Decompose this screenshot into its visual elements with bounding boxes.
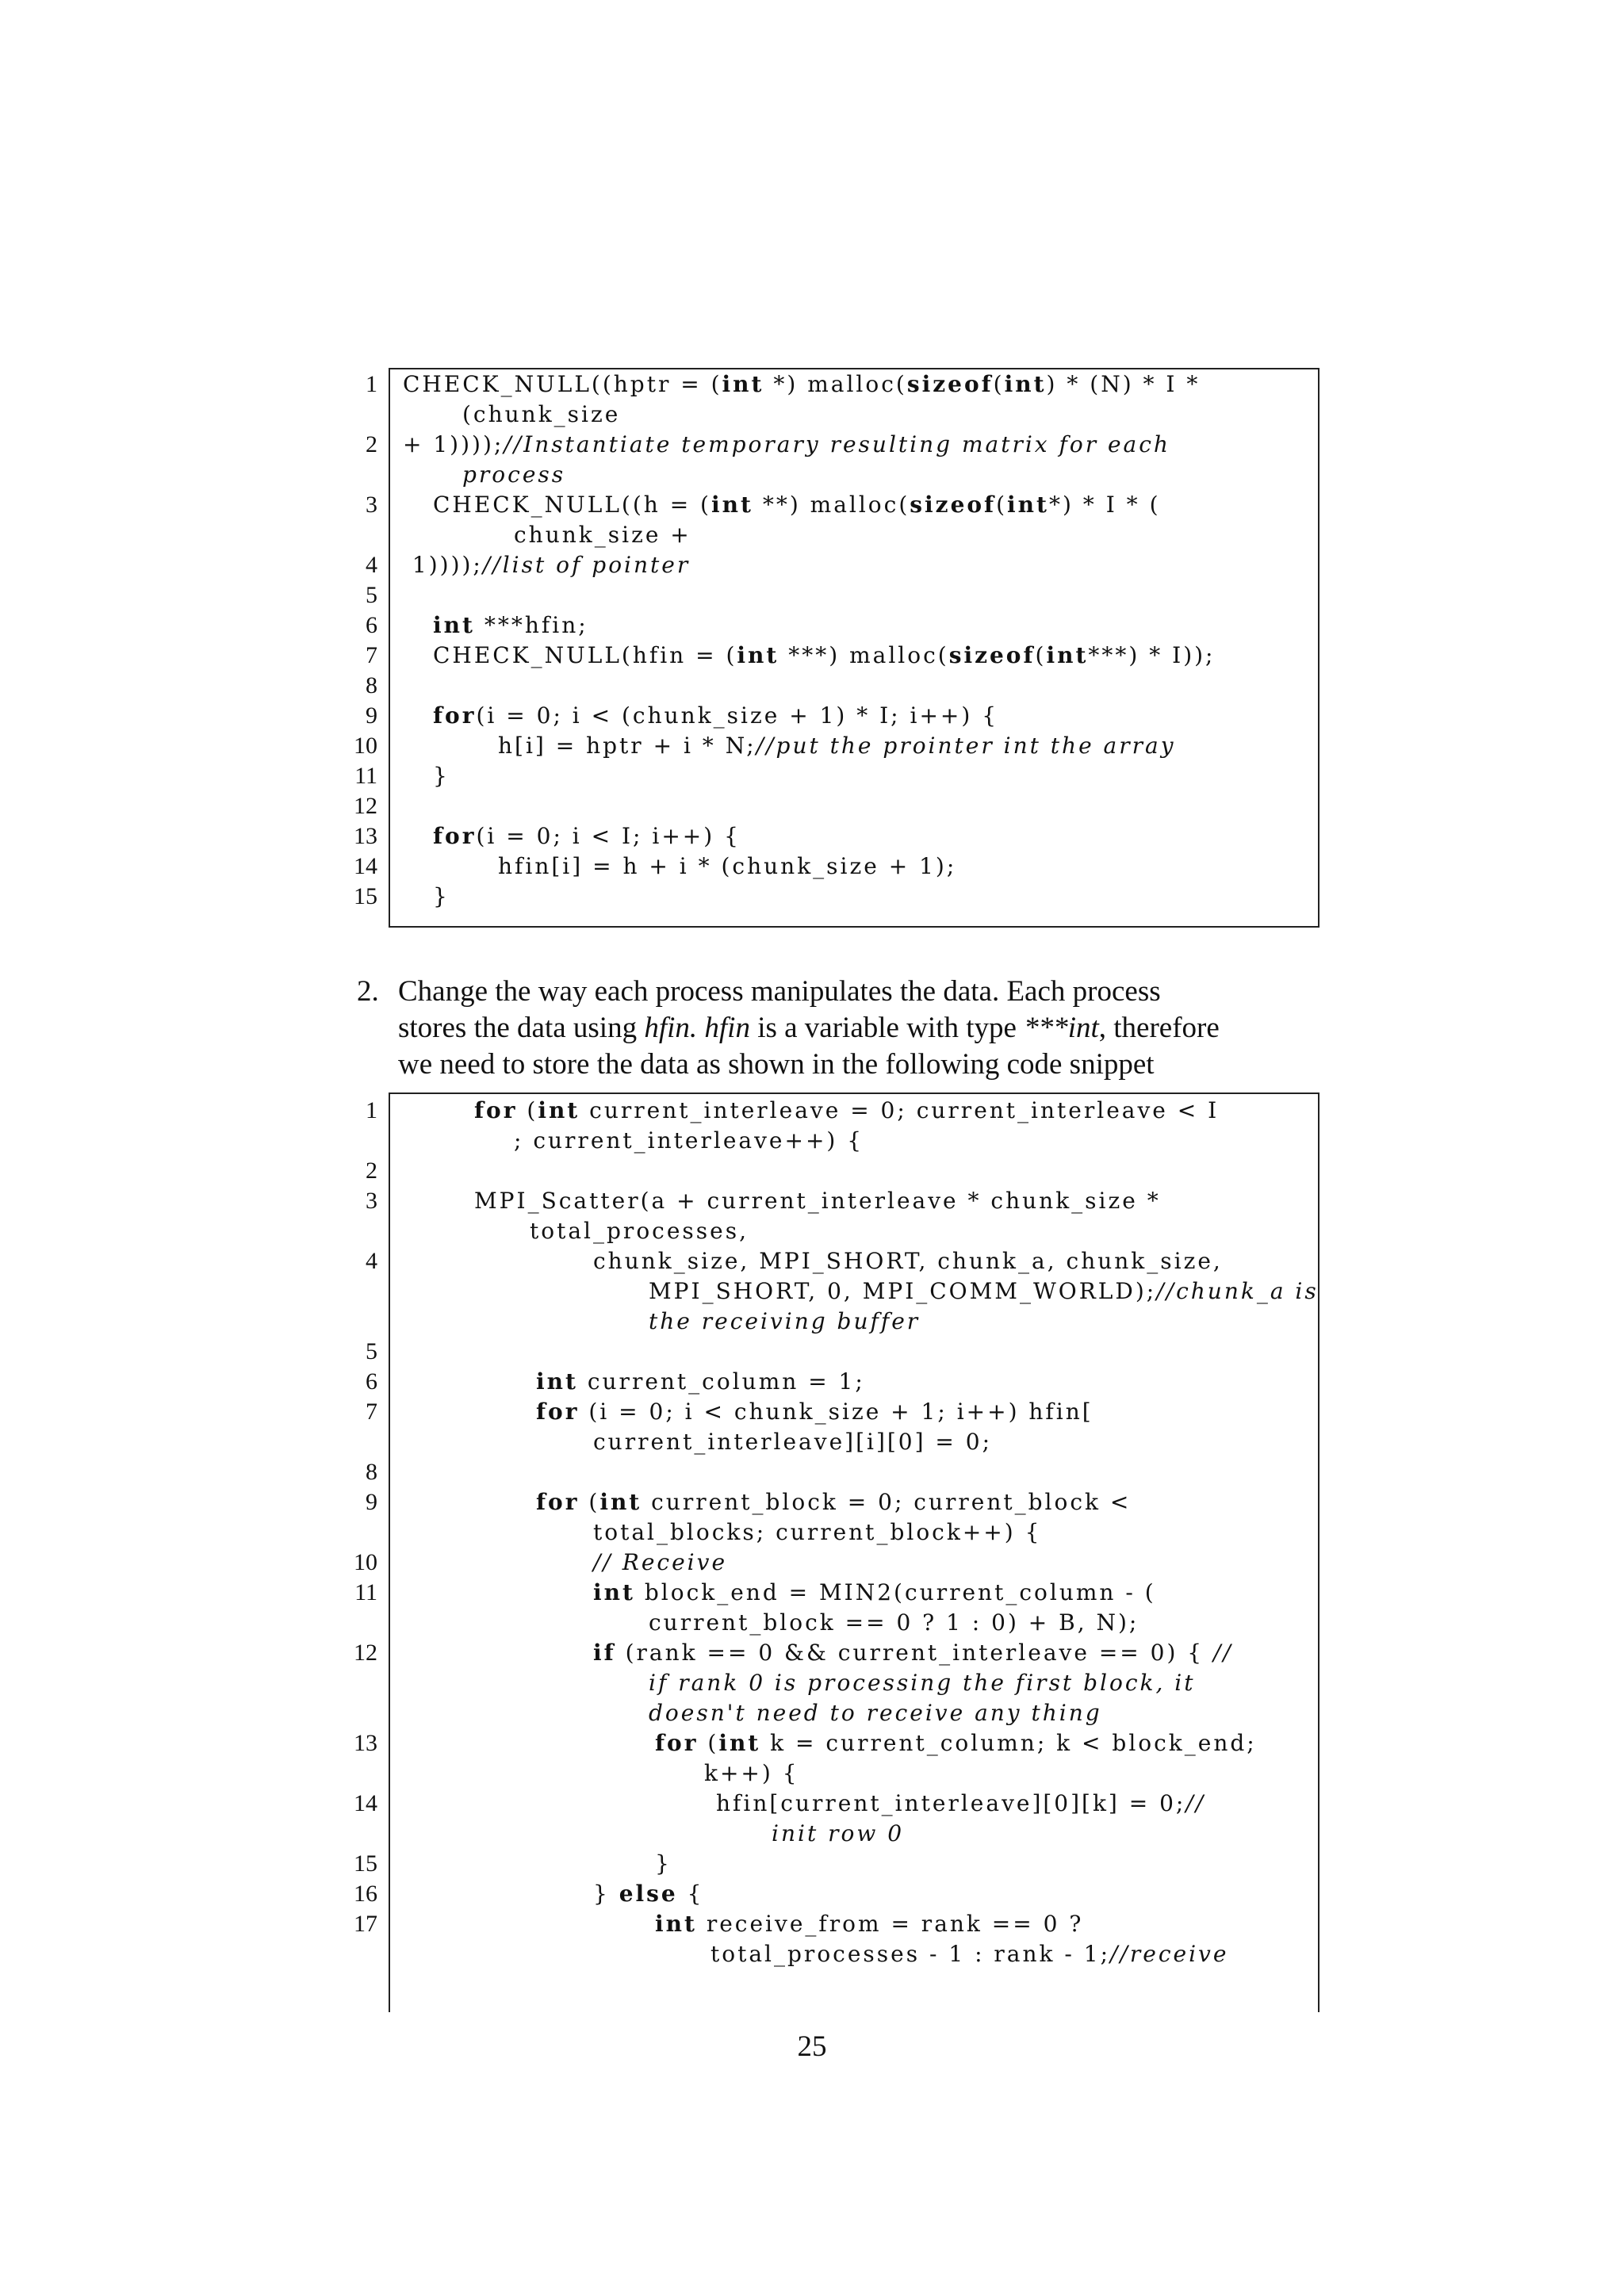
code-line	[354, 821, 1318, 851]
line-number: 10	[354, 1549, 377, 1575]
code-line	[366, 1397, 1318, 1427]
code-line	[354, 1879, 1318, 1909]
code-token: *) malloc(	[764, 371, 907, 397]
code-token: receive_from = rank == 0 ?	[696, 1911, 1084, 1937]
code-keyword: int	[710, 492, 753, 518]
code-line	[390, 1608, 1318, 1638]
code-comment: the receiving buffer	[649, 1308, 921, 1334]
code-line	[390, 1427, 1318, 1457]
line-number: 15	[354, 883, 377, 909]
code-comment: // Receive	[593, 1549, 728, 1575]
line-number: 15	[354, 1850, 377, 1877]
code-token: current_block == 0 ? 1 : 0) + B, N);	[649, 1609, 1139, 1636]
text-span: , therefore	[1098, 1012, 1220, 1044]
code-keyword: else	[619, 1881, 678, 1907]
line-number: 16	[354, 1881, 377, 1907]
code-comment: //receive	[1110, 1941, 1229, 1967]
code-line	[366, 1337, 1318, 1367]
code-text	[390, 731, 1418, 761]
code-text	[390, 1276, 1568, 1307]
code-line	[354, 1728, 1318, 1758]
code-line	[354, 761, 1318, 791]
code-text	[390, 580, 1323, 610]
code-line	[390, 1517, 1318, 1548]
code-line	[366, 580, 1318, 610]
code-keyword: int	[722, 371, 764, 397]
code-text	[390, 1548, 1513, 1578]
line-number: 5	[366, 582, 377, 608]
code-token: block_end = MIN2(current_column - (	[634, 1579, 1156, 1605]
code-line	[354, 731, 1318, 761]
code-line	[366, 550, 1318, 580]
code-line	[366, 1457, 1318, 1487]
code-token: MPI_SHORT, 0, MPI_COMM_WORLD);	[649, 1278, 1157, 1304]
code-line	[390, 1819, 1318, 1849]
code-token: k++) {	[704, 1760, 799, 1786]
code-keyword: sizeof	[906, 371, 994, 397]
code-keyword: int	[1046, 642, 1089, 668]
code-token: (	[579, 1489, 600, 1515]
code-line	[390, 1698, 1318, 1728]
code-token: + 1))));	[403, 431, 504, 457]
code-token: 1))));	[403, 552, 483, 578]
code-token: chunk_size +	[514, 522, 691, 548]
code-token: current_interleave][i][0] = 0;	[593, 1429, 993, 1455]
code-text	[390, 641, 1353, 671]
line-number: 3	[366, 492, 377, 518]
code-token: }	[655, 1850, 672, 1877]
line-number: 7	[366, 1399, 377, 1425]
code-line	[354, 851, 1318, 882]
line-number: 12	[354, 793, 377, 819]
code-keyword: int	[536, 1368, 578, 1395]
code-text	[390, 610, 1353, 641]
paragraph-line	[398, 1047, 1318, 1083]
code-token: (chunk_size	[462, 401, 621, 427]
code-line	[390, 1216, 1318, 1246]
code-token: (i = 0; i < (chunk_size + 1) * I; i++) {	[476, 702, 999, 729]
code-comment: init row 0	[772, 1820, 905, 1846]
code-line	[366, 701, 1318, 731]
code-line	[354, 882, 1318, 912]
code-comment: //list of pointer	[482, 552, 691, 578]
code-line	[366, 1487, 1318, 1517]
code-text	[390, 1337, 1323, 1367]
line-number: 8	[366, 672, 377, 698]
line-number: 6	[366, 1368, 377, 1395]
code-line	[366, 490, 1318, 520]
line-number: 2	[366, 431, 377, 457]
code-keyword: for	[433, 823, 477, 849]
code-line	[354, 1548, 1318, 1578]
code-text	[390, 671, 1323, 701]
code-keyword: sizeof	[948, 642, 1036, 668]
code-comment: if rank 0 is processing the first block, it	[649, 1670, 1196, 1696]
line-number: 4	[366, 1248, 377, 1274]
code-token: total_blocks; current_block++) {	[593, 1519, 1042, 1545]
code-text	[390, 1397, 1456, 1427]
line-number: 8	[366, 1459, 377, 1485]
code-comment: //	[1213, 1640, 1233, 1666]
code-token: current_interleave = 0; current_interleave < I	[580, 1097, 1220, 1123]
code-line	[366, 430, 1318, 460]
line-number: 13	[354, 823, 377, 849]
code-text	[390, 821, 1353, 851]
text-span: stores the data using	[398, 1012, 645, 1044]
code-token: }	[433, 763, 450, 789]
emphasis-text: ***int	[1024, 1012, 1099, 1044]
code-text	[390, 430, 1323, 460]
code-text	[390, 1457, 1323, 1487]
code-keyword: int	[433, 612, 475, 638]
code-line	[366, 641, 1318, 671]
code-token: ) * (N) * I *	[1046, 371, 1201, 397]
code-line	[354, 1909, 1318, 1939]
code-token: CHECK_NULL((hptr = (	[403, 371, 722, 397]
code-token: (i = 0; i < chunk_size + 1; i++) hfin[	[579, 1399, 1094, 1425]
code-keyword: int	[1007, 492, 1049, 518]
code-token: }	[433, 883, 450, 909]
line-number: 9	[366, 702, 377, 729]
code-comment: doesn't need to receive any thing	[649, 1700, 1102, 1726]
code-text	[390, 1698, 1568, 1728]
code-text	[390, 1517, 1513, 1548]
code-line	[354, 1578, 1318, 1608]
code-text	[390, 550, 1323, 580]
code-listing-2	[354, 1093, 1320, 2012]
code-line	[366, 1186, 1318, 1216]
code-text	[390, 1487, 1456, 1517]
code-keyword: sizeof	[910, 492, 997, 518]
code-text	[390, 1638, 1513, 1668]
code-token: CHECK_NULL((h = (	[433, 492, 711, 518]
code-text	[390, 400, 1382, 430]
code-text	[390, 1909, 1575, 1939]
code-text	[390, 1246, 1513, 1276]
code-text	[390, 1427, 1513, 1457]
code-token: current_block = 0; current_block <	[642, 1489, 1132, 1515]
code-text	[390, 1879, 1513, 1909]
code-text	[390, 1758, 1624, 1789]
line-number: 17	[354, 1911, 377, 1937]
code-line	[366, 1367, 1318, 1397]
code-token: ; current_interleave++) {	[514, 1127, 864, 1154]
code-text	[390, 1789, 1624, 1819]
code-keyword: int	[718, 1730, 761, 1756]
code-token: total_processes - 1 : rank - 1;	[710, 1941, 1111, 1967]
list-item-number: 2.	[357, 975, 379, 1008]
line-number: 14	[354, 1790, 377, 1816]
code-text	[390, 1156, 1323, 1186]
line-number: 11	[354, 763, 377, 789]
line-number: 9	[366, 1489, 377, 1515]
code-text	[390, 460, 1382, 490]
emphasis-text: hfin.	[644, 1012, 698, 1044]
text-span: we need to store the data as shown in the following code snippet	[398, 1048, 1155, 1081]
code-text	[390, 1939, 1624, 1969]
code-text	[390, 1126, 1434, 1156]
code-line	[354, 791, 1318, 821]
code-line	[390, 400, 1318, 430]
code-listing-1	[354, 368, 1320, 928]
code-token: chunk_size, MPI_SHORT, chunk_a, chunk_size,	[593, 1248, 1223, 1274]
code-text	[390, 520, 1434, 550]
code-text	[390, 1096, 1394, 1126]
code-text	[390, 701, 1353, 731]
line-number: 14	[354, 853, 377, 879]
code-token: (rank == 0 && current_interleave == 0) {	[615, 1640, 1213, 1666]
code-keyword: int	[538, 1097, 580, 1123]
paragraph-line	[398, 1010, 1318, 1047]
code-line	[390, 1307, 1318, 1337]
line-number: 6	[366, 612, 377, 638]
line-number: 7	[366, 642, 377, 668]
code-line	[354, 1789, 1318, 1819]
code-token: ***) * I));	[1088, 642, 1216, 668]
code-text	[390, 1668, 1568, 1698]
code-token: (	[517, 1097, 538, 1123]
code-text	[390, 1849, 1575, 1879]
code-token: total_processes,	[530, 1218, 749, 1244]
code-line	[366, 610, 1318, 641]
line-number: 2	[366, 1158, 377, 1184]
code-token: MPI_Scatter(a + current_interleave * chunk_size *	[474, 1188, 1161, 1214]
code-comment: //put the prointer int the array	[756, 733, 1176, 759]
code-token: k = current_column; k < block_end;	[760, 1730, 1257, 1756]
code-line	[366, 369, 1318, 400]
code-text	[390, 1819, 1624, 1849]
code-token: (	[1035, 642, 1047, 668]
code-token: (	[996, 492, 1008, 518]
page-number: 25	[797, 2030, 827, 2063]
code-keyword: int	[1004, 371, 1047, 397]
code-keyword: for	[536, 1399, 580, 1425]
code-keyword: for	[655, 1730, 699, 1756]
code-token: (i = 0; i < I; i++) {	[476, 823, 741, 849]
code-text	[390, 1307, 1568, 1337]
line-number: 13	[354, 1730, 377, 1756]
code-text	[390, 851, 1418, 882]
line-number: 10	[354, 733, 377, 759]
code-comment: process	[462, 461, 566, 488]
code-line	[390, 1276, 1318, 1307]
code-text	[390, 1578, 1513, 1608]
line-number: 1	[366, 1097, 377, 1123]
code-keyword: int	[593, 1579, 635, 1605]
code-line	[366, 1096, 1318, 1126]
code-line	[390, 1939, 1318, 1969]
code-keyword: if	[593, 1640, 616, 1666]
code-line	[354, 1849, 1318, 1879]
code-text	[390, 490, 1353, 520]
code-keyword: for	[536, 1489, 580, 1515]
emphasis-text: hfin	[704, 1012, 750, 1044]
code-text	[390, 1728, 1575, 1758]
line-number: 12	[354, 1640, 377, 1666]
code-keyword: int	[737, 642, 779, 668]
code-token: ***hfin;	[474, 612, 588, 638]
code-token: current_column = 1;	[577, 1368, 865, 1395]
code-line	[366, 1246, 1318, 1276]
line-number: 4	[366, 552, 377, 578]
code-line	[366, 1156, 1318, 1186]
code-line	[390, 460, 1318, 490]
code-line	[390, 1758, 1318, 1789]
code-text	[390, 369, 1323, 400]
code-token: CHECK_NULL(hfin = (	[433, 642, 737, 668]
code-line	[354, 1638, 1318, 1668]
code-line	[366, 671, 1318, 701]
code-token: h[i] = hptr + i * N;	[498, 733, 756, 759]
code-text	[390, 1367, 1456, 1397]
text-span: Change the way each process manipulates the data. Each process	[398, 975, 1161, 1008]
code-token: {	[677, 1881, 704, 1907]
line-number: 11	[354, 1579, 377, 1605]
code-token: (	[993, 371, 1005, 397]
code-text	[390, 761, 1353, 791]
code-comment: //chunk_a is	[1156, 1278, 1319, 1304]
code-comment: //	[1185, 1790, 1206, 1816]
code-text	[390, 882, 1353, 912]
code-text	[390, 1216, 1450, 1246]
code-token: *) * I * (	[1048, 492, 1161, 518]
code-keyword: for	[433, 702, 477, 729]
code-line	[390, 1126, 1318, 1156]
code-token: }	[593, 1881, 619, 1907]
line-number: 1	[366, 371, 377, 397]
paragraph-line	[398, 974, 1318, 1010]
code-line	[390, 520, 1318, 550]
text-span	[697, 1012, 704, 1044]
code-token: hfin[i] = h + i * (chunk_size + 1);	[498, 853, 957, 879]
line-number: 5	[366, 1338, 377, 1364]
code-text	[390, 791, 1323, 821]
code-token: **) malloc(	[753, 492, 910, 518]
code-line	[390, 1668, 1318, 1698]
code-token: ***) malloc(	[779, 642, 949, 668]
code-token: (	[698, 1730, 719, 1756]
code-keyword: int	[655, 1911, 697, 1937]
line-number: 3	[366, 1188, 377, 1214]
code-keyword: int	[599, 1489, 642, 1515]
text-span: is a variable with type	[749, 1012, 1025, 1044]
code-keyword: for	[474, 1097, 518, 1123]
code-comment: //Instantiate temporary resulting matrix for each	[504, 431, 1170, 457]
code-token: hfin[current_interleave][0][k] = 0;	[716, 1790, 1186, 1816]
code-text	[390, 1608, 1568, 1638]
code-text	[390, 1186, 1394, 1216]
list-item-2	[357, 974, 1308, 1085]
